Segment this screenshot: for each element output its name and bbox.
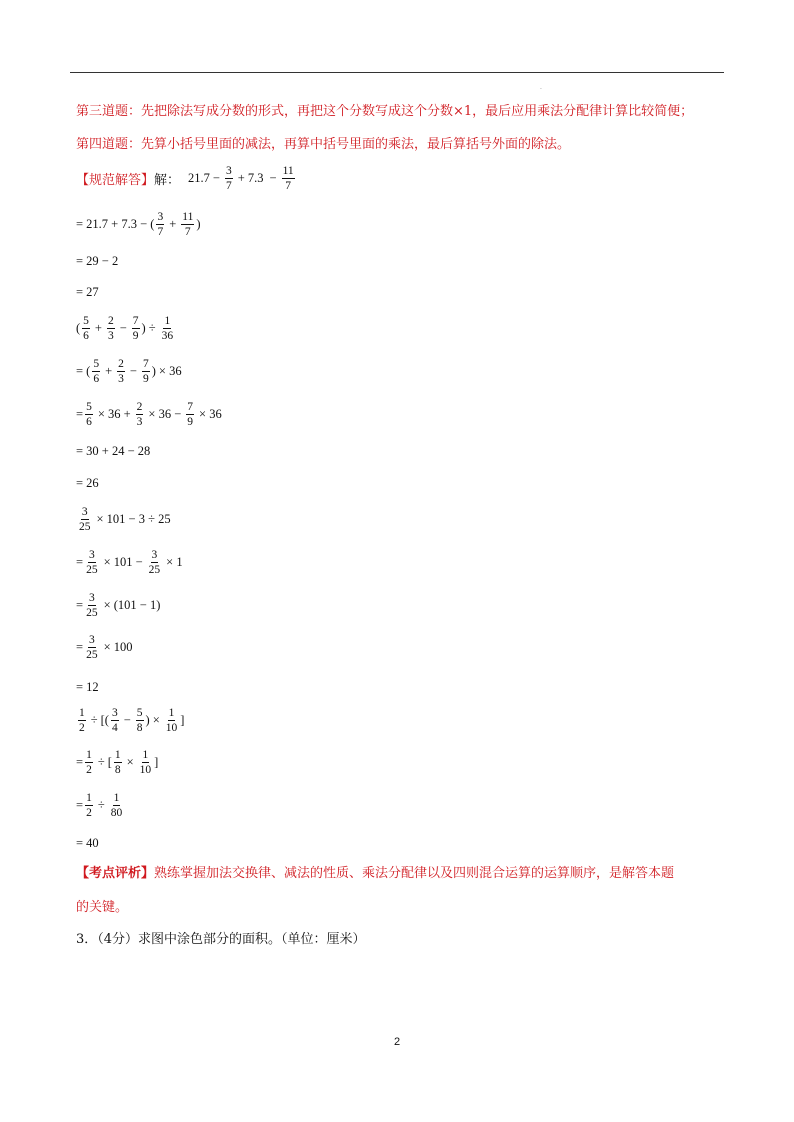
e2-line-2: = ( $\frac{5}{6}$ + $\frac{2}{3}$ − $\frac{7}{9}$ ) × 36 [76, 358, 182, 385]
e1-line-4: = 27 [76, 285, 99, 299]
note-line-3: 第三道题：先把除法写成分数的形式，再把这个分数写成这个分数×1，最后应用乘法分配律计算比较简便； [76, 104, 694, 119]
review-tag: 【考点评析】 [76, 866, 155, 881]
e1-line-2: = 21.7 + 7.3 − ( $\frac{3}{7}$ + $\frac{11}{7}$ ) [76, 211, 201, 238]
e3-line-4: = $\frac{3}{25}$ × 100 [76, 634, 133, 661]
review-line-2: 的关键。 [76, 900, 129, 915]
e4-line-4: = 40 [76, 836, 99, 850]
e4-line-1: $\frac{1}{2}$ ÷ [( $\frac{3}{4}$ − $\frac{5}{8}$ ) × $\frac{1}{10}$ ] [79, 707, 185, 734]
header-dot: . [540, 84, 542, 91]
e2-line-1: ( $\frac{5}{6}$ + $\frac{2}{3}$ − $\frac{7}{9}$ ) ÷ $\frac{1}{36}$ [76, 315, 174, 342]
solution-prefix: 解： [154, 173, 181, 188]
header-rule [70, 72, 724, 73]
review-line-1 [76, 866, 674, 882]
e1-a: 21.7 [188, 171, 210, 185]
e1-b: + 7.3 [237, 171, 264, 185]
e3-line-1: $\frac{3}{25}$ × 101 − 3 ÷ 25 [79, 506, 171, 533]
e1-frac-2: $\frac{11}{7}$ [282, 165, 294, 192]
e1-line-3: = 29 − 2 [76, 254, 119, 268]
review-text-1: 熟练掌握加法交换律、减法的性质、乘法分配律以及四则混合运算的运算顺序，是解答本题 [154, 866, 675, 881]
question-3: 3．（4分）求图中涂色部分的面积。（单位：厘米） [76, 932, 366, 947]
e4-line-2: = $\frac{1}{2}$ ÷ [ $\frac{1}{8}$ × $\frac{1}{10}$ ] [76, 749, 159, 776]
solution-tag: 【规范解答】 [76, 173, 155, 188]
e3-line-3: = $\frac{3}{25}$ × (101 − 1) [76, 592, 161, 619]
page-number: 2 [393, 1036, 401, 1048]
note-line-4: 第四道题：先算小括号里面的减法，再算中括号里面的乘法，最后算括号外面的除法。 [76, 137, 571, 152]
e3-line-2: = $\frac{3}{25}$ × 101 − $\frac{3}{25}$ × 1 [76, 549, 183, 576]
e3-line-5: = 12 [76, 680, 99, 694]
e4-line-3: = $\frac{1}{2}$ ÷ $\frac{1}{80}$ [76, 792, 123, 819]
e1-frac-1: $\frac{3}{7}$ [225, 165, 232, 192]
e2-line-4: = 30 + 24 − 28 [76, 444, 151, 458]
e2-line-5: = 26 [76, 476, 99, 490]
solution-header: 【规范解答】 解： 21.7 − $\frac{3}{7}$ + 7.3 − $\frac{11}{7}$ [76, 165, 294, 192]
e2-line-3: = $\frac{5}{6}$ × 36 + $\frac{2}{3}$ × 36 − $\frac{7}{9}$ × 36 [76, 401, 222, 428]
